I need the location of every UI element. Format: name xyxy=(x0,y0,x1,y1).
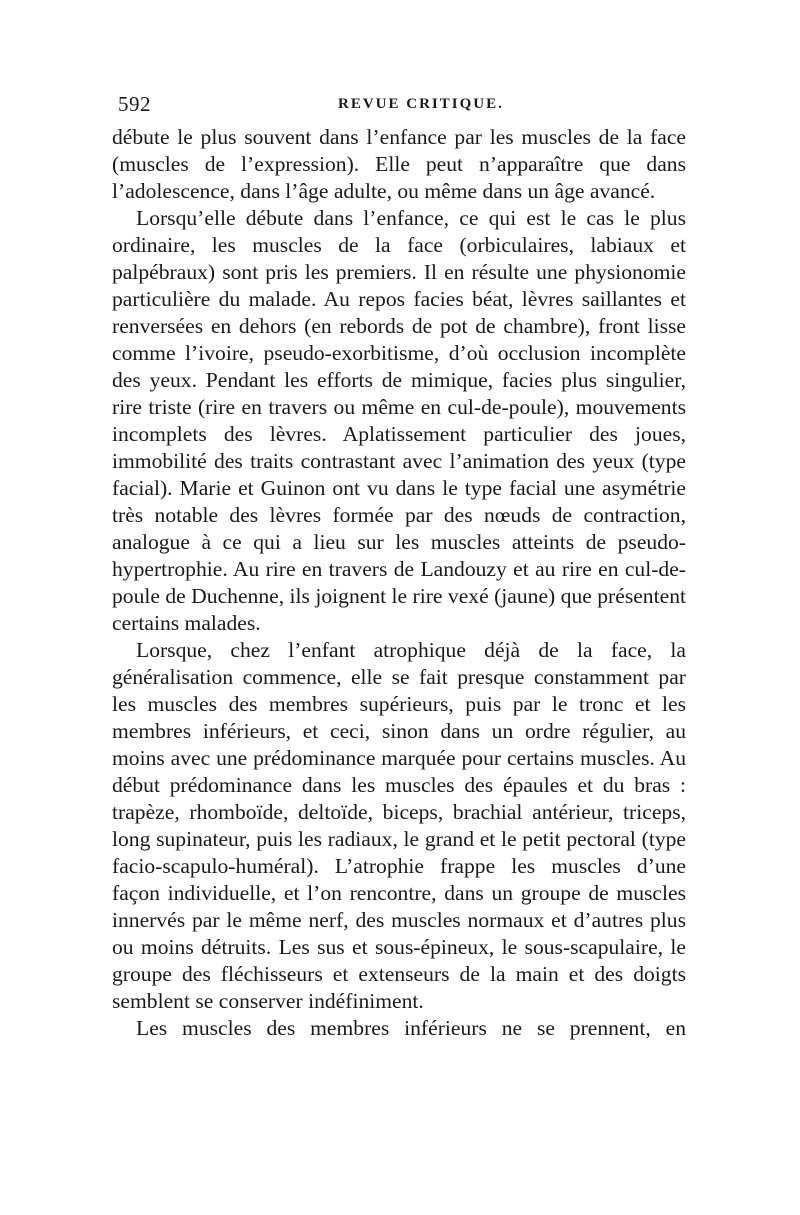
body-text xyxy=(112,124,686,1042)
paragraph: Lorsqu’elle débute dans l’enfance, ce qui est le cas le plus ordinaire, les muscles de la face (orbiculaires, labiaux et palpébraux) sont pris les premiers. Il en résulte une physionomie particulière du malade. Au repos facies béat, lèvres saillantes et renversées en dehors (en rebords de pot de chambre), front lisse comme l’ivoire, pseudo-exorbitisme, d’où occlusion incomplète des yeux. Pendant les efforts de mimique, facies plus singulier, rire triste (rire en travers ou même en cul-de-poule), mouvements incomplets des lèvres. Aplatissement particulier des joues, immobilité des traits contrastant avec l’animation des yeux (type facial). Marie et Guinon ont vu dans le type facial une asymétrie très notable des lèvres formée par des nœuds de contraction, analogue à ce qui a lieu sur les muscles atteints de pseudo-hypertrophie. Au rire en travers de Landouzy et au rire en cul-de-poule de Duchenne, ils joignent le rire vexé (jaune) que présentent certains malades. xyxy=(112,206,686,635)
page-number: 592 xyxy=(118,92,151,116)
page-header xyxy=(108,92,708,122)
running-head: REVUE CRITIQUE. xyxy=(338,96,504,112)
paragraph-continued: débute le plus souvent dans l’enfance par les muscles de la face (muscles de l’expression). Elle peut n’apparaître que dans l’adolescence, dans l’âge adulte, ou même dans un âge avancé. xyxy=(112,125,686,203)
paragraph-last-line: Les muscles des membres inférieurs ne se prennent, en xyxy=(136,1016,686,1040)
paragraph: Lorsque, chez l’enfant atrophique déjà de la face, la généralisation commence, elle se fait presque constamment par les muscles des membres supérieurs, puis par le tronc et les membres inférieurs, et ceci, sinon dans un ordre régulier, au moins avec une prédominance marquée pour certains muscles. Au début prédominance dans les muscles des épaules et du bras : trapèze, rhomboïde, deltoïde, biceps, brachial antérieur, triceps, long supinateur, puis les radiaux, le grand et le petit pectoral (type facio-scapulo-huméral). L’atrophie frappe les muscles d’une façon individuelle, et l’on rencontre, dans un groupe de muscles innervés par le même nerf, des muscles normaux et d’autres plus ou moins détruits. Les sus et sous-épineux, le sous-scapulaire, le groupe des fléchisseurs et extenseurs de la main et des doigts semblent se conserver indéfiniment. xyxy=(112,638,686,1013)
